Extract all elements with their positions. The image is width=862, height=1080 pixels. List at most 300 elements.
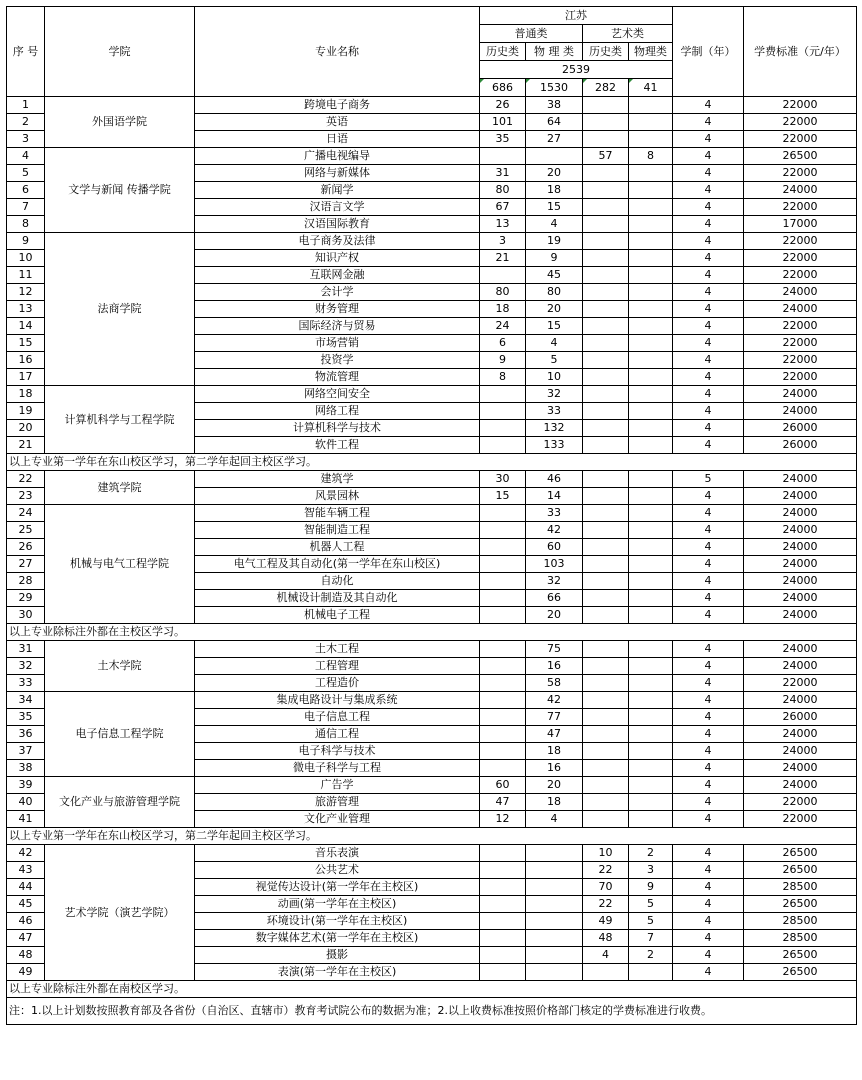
major-cell: 音乐表演 [195,845,480,862]
art-physics-count: 2 [629,845,673,862]
table-row [7,505,857,522]
seq-cell: 21 [7,437,45,454]
college-cell: 计算机科学与工程学院 [45,386,195,454]
seq-cell: 3 [7,131,45,148]
college-cell: 机械与电气工程学院 [45,505,195,624]
note-row [7,624,857,641]
seq-cell: 2 [7,114,45,131]
seq-cell: 42 [7,845,45,862]
history-count [480,845,526,862]
physics-count [526,896,583,913]
physics-count: 27 [526,131,583,148]
art-history-count [583,182,629,199]
header-art: 艺术类 [583,25,673,43]
seq-cell: 24 [7,505,45,522]
history-count [480,505,526,522]
physics-count: 5 [526,352,583,369]
art-physics-count [629,165,673,182]
art-physics-count [629,488,673,505]
header-fee: 学费标准（元/年） [744,7,857,97]
major-cell: 风景园林 [195,488,480,505]
art-physics-count: 5 [629,896,673,913]
history-count: 9 [480,352,526,369]
college-cell: 土木学院 [45,641,195,692]
duration-cell: 4 [673,386,744,403]
physics-count: 19 [526,233,583,250]
history-count [480,930,526,947]
major-cell: 机械设计制造及其自动化 [195,590,480,607]
college-cell: 文化产业与旅游管理学院 [45,777,195,828]
history-count [480,692,526,709]
fee-cell: 26500 [744,947,857,964]
duration-cell: 4 [673,709,744,726]
art-history-count [583,794,629,811]
seq-cell: 22 [7,471,45,488]
physics-count: 47 [526,726,583,743]
duration-cell: 4 [673,913,744,930]
major-cell: 智能车辆工程 [195,505,480,522]
history-count [480,148,526,165]
major-cell: 广播电视编导 [195,148,480,165]
physics-count [526,862,583,879]
group-note: 以上专业第一学年在东山校区学习，第二学年起回主校区学习。 [7,828,857,845]
fee-cell: 22000 [744,114,857,131]
physics-count [526,148,583,165]
art-history-count [583,556,629,573]
seq-cell: 33 [7,675,45,692]
major-cell: 电气工程及其自动化(第一学年在东山校区) [195,556,480,573]
physics-count: 133 [526,437,583,454]
art-physics-count: 8 [629,148,673,165]
major-cell: 投资学 [195,352,480,369]
physics-count [526,879,583,896]
physics-count: 75 [526,641,583,658]
seq-cell: 1 [7,97,45,114]
major-cell: 网络与新媒体 [195,165,480,182]
art-history-count [583,335,629,352]
art-history-count [583,573,629,590]
duration-cell: 4 [673,964,744,981]
physics-count: 15 [526,199,583,216]
history-count: 80 [480,182,526,199]
art-history-count [583,131,629,148]
group-note: 以上专业除标注外都在南校区学习。 [7,981,857,998]
fee-cell: 26500 [744,964,857,981]
major-cell: 集成电路设计与集成系统 [195,692,480,709]
art-history-count [583,437,629,454]
art-history-count [583,267,629,284]
art-history-count [583,760,629,777]
art-history-count [583,811,629,828]
art-history-count [583,641,629,658]
header-seq: 序 号 [7,7,45,97]
art-physics-count [629,522,673,539]
physics-count: 14 [526,488,583,505]
fee-cell: 24000 [744,386,857,403]
history-count [480,964,526,981]
major-cell: 微电子科学与工程 [195,760,480,777]
seq-cell: 18 [7,386,45,403]
total-art-physics: 41 [629,79,673,97]
duration-cell: 4 [673,420,744,437]
duration-cell: 4 [673,590,744,607]
art-history-count [583,369,629,386]
seq-cell: 8 [7,216,45,233]
major-cell: 通信工程 [195,726,480,743]
history-count: 80 [480,284,526,301]
history-count [480,386,526,403]
fee-cell: 24000 [744,692,857,709]
physics-count: 32 [526,386,583,403]
duration-cell: 4 [673,811,744,828]
art-physics-count: 3 [629,862,673,879]
fee-cell: 22000 [744,199,857,216]
table-row [7,777,857,794]
major-cell: 国际经济与贸易 [195,318,480,335]
art-history-count [583,505,629,522]
major-cell: 数字媒体艺术(第一学年在主校区) [195,930,480,947]
duration-cell: 4 [673,437,744,454]
duration-cell: 4 [673,369,744,386]
header-physics: 物 理 类 [526,43,583,61]
art-physics-count [629,199,673,216]
major-cell: 跨境电子商务 [195,97,480,114]
history-count [480,743,526,760]
major-cell: 英语 [195,114,480,131]
history-count [480,947,526,964]
fee-cell: 22000 [744,335,857,352]
physics-count: 38 [526,97,583,114]
history-count [480,420,526,437]
art-physics-count [629,641,673,658]
seq-cell: 37 [7,743,45,760]
total-art-history: 282 [583,79,629,97]
physics-count [526,845,583,862]
history-count [480,879,526,896]
art-history-count: 4 [583,947,629,964]
duration-cell: 4 [673,641,744,658]
duration-cell: 4 [673,522,744,539]
seq-cell: 19 [7,403,45,420]
duration-cell: 4 [673,301,744,318]
major-cell: 日语 [195,131,480,148]
seq-cell: 31 [7,641,45,658]
art-history-count [583,352,629,369]
duration-cell: 4 [673,488,744,505]
fee-cell: 24000 [744,284,857,301]
art-physics-count [629,539,673,556]
history-count: 60 [480,777,526,794]
fee-cell: 26000 [744,437,857,454]
duration-cell: 4 [673,658,744,675]
fee-cell: 22000 [744,794,857,811]
history-count: 101 [480,114,526,131]
seq-cell: 26 [7,539,45,556]
physics-count: 20 [526,607,583,624]
art-history-count [583,97,629,114]
physics-count: 77 [526,709,583,726]
seq-cell: 16 [7,352,45,369]
duration-cell: 4 [673,743,744,760]
seq-cell: 44 [7,879,45,896]
duration-cell: 4 [673,947,744,964]
art-history-count [583,199,629,216]
history-count [480,573,526,590]
duration-cell: 4 [673,97,744,114]
major-cell: 机械电子工程 [195,607,480,624]
art-physics-count [629,692,673,709]
major-cell: 财务管理 [195,301,480,318]
physics-count: 132 [526,420,583,437]
physics-count [526,964,583,981]
fee-cell: 24000 [744,760,857,777]
duration-cell: 4 [673,216,744,233]
seq-cell: 47 [7,930,45,947]
duration-cell: 4 [673,182,744,199]
art-history-count [583,386,629,403]
history-count [480,556,526,573]
seq-cell: 40 [7,794,45,811]
art-physics-count [629,114,673,131]
art-history-count [583,233,629,250]
physics-count: 66 [526,590,583,607]
major-cell: 市场营销 [195,335,480,352]
history-count [480,590,526,607]
art-history-count [583,250,629,267]
history-count [480,896,526,913]
total-history: 686 [480,79,526,97]
college-cell: 文学与新闻 传播学院 [45,148,195,233]
major-cell: 汉语国际教育 [195,216,480,233]
header-art-history: 历史类 [583,43,629,61]
college-cell: 电子信息工程学院 [45,692,195,777]
history-count: 12 [480,811,526,828]
seq-cell: 48 [7,947,45,964]
fee-cell: 26500 [744,896,857,913]
fee-cell: 22000 [744,250,857,267]
group-note: 以上专业除标注外都在主校区学习。 [7,624,857,641]
art-history-count [583,284,629,301]
duration-cell: 4 [673,726,744,743]
art-physics-count: 5 [629,913,673,930]
note-row [7,828,857,845]
physics-count: 18 [526,182,583,199]
physics-count: 103 [526,556,583,573]
art-history-count [583,692,629,709]
college-cell: 外国语学院 [45,97,195,148]
physics-count: 10 [526,369,583,386]
seq-cell: 43 [7,862,45,879]
art-physics-count [629,182,673,199]
art-physics-count [629,267,673,284]
major-cell: 智能制造工程 [195,522,480,539]
physics-count: 46 [526,471,583,488]
art-history-count [583,301,629,318]
duration-cell: 5 [673,471,744,488]
art-history-count [583,964,629,981]
physics-count: 15 [526,318,583,335]
enrollment-plan-table [6,6,857,1025]
major-cell: 建筑学 [195,471,480,488]
art-history-count [583,539,629,556]
table-row [7,845,857,862]
duration-cell: 4 [673,556,744,573]
physics-count: 42 [526,692,583,709]
history-count [480,641,526,658]
art-physics-count [629,658,673,675]
seq-cell: 28 [7,573,45,590]
fee-cell: 22000 [744,233,857,250]
major-cell: 环境设计(第一学年在主校区) [195,913,480,930]
art-history-count [583,590,629,607]
major-cell: 视觉传达设计(第一学年在主校区) [195,879,480,896]
duration-cell: 4 [673,131,744,148]
history-count [480,862,526,879]
history-count: 31 [480,165,526,182]
art-physics-count [629,420,673,437]
fee-cell: 28500 [744,930,857,947]
history-count: 6 [480,335,526,352]
major-cell: 知识产权 [195,250,480,267]
art-physics-count [629,97,673,114]
college-cell: 艺术学院（演艺学院） [45,845,195,981]
table-row [7,233,857,250]
history-count [480,913,526,930]
seq-cell: 34 [7,692,45,709]
art-history-count [583,471,629,488]
physics-count [526,947,583,964]
seq-cell: 5 [7,165,45,182]
major-cell: 工程造价 [195,675,480,692]
major-cell: 自动化 [195,573,480,590]
duration-cell: 4 [673,539,744,556]
fee-cell: 24000 [744,556,857,573]
art-history-count [583,420,629,437]
art-history-count: 22 [583,862,629,879]
major-cell: 物流管理 [195,369,480,386]
art-history-count: 48 [583,930,629,947]
art-history-count [583,488,629,505]
physics-count: 80 [526,284,583,301]
duration-cell: 4 [673,879,744,896]
art-physics-count [629,386,673,403]
art-history-count [583,165,629,182]
art-physics-count: 2 [629,947,673,964]
duration-cell: 4 [673,692,744,709]
art-physics-count [629,284,673,301]
fee-cell: 24000 [744,539,857,556]
art-physics-count [629,216,673,233]
footnote: 注：1.以上计划数按照教育部及各省份（自治区、直辖市）教育考试院公布的数据为准；2.以上收费标准按照价格部门核定的学费标准进行收费。 [7,998,857,1025]
fee-cell: 24000 [744,743,857,760]
fee-cell: 24000 [744,573,857,590]
fee-cell: 26500 [744,862,857,879]
art-physics-count [629,743,673,760]
fee-cell: 22000 [744,131,857,148]
art-physics-count [629,250,673,267]
history-count [480,267,526,284]
seq-cell: 17 [7,369,45,386]
seq-cell: 30 [7,607,45,624]
seq-cell: 35 [7,709,45,726]
art-history-count [583,216,629,233]
fee-cell: 26500 [744,845,857,862]
major-cell: 表演(第一学年在主校区) [195,964,480,981]
physics-count: 33 [526,505,583,522]
fee-cell: 24000 [744,590,857,607]
seq-cell: 9 [7,233,45,250]
fee-cell: 24000 [744,777,857,794]
history-count [480,403,526,420]
physics-count: 45 [526,267,583,284]
fee-cell: 22000 [744,811,857,828]
duration-cell: 4 [673,335,744,352]
art-physics-count [629,318,673,335]
art-physics-count [629,675,673,692]
table-row [7,692,857,709]
major-cell: 电子商务及法律 [195,233,480,250]
fee-cell: 24000 [744,607,857,624]
art-physics-count [629,777,673,794]
history-count [480,539,526,556]
header-art-physics: 物理类 [629,43,673,61]
art-physics-count [629,335,673,352]
college-cell: 法商学院 [45,233,195,386]
seq-cell: 27 [7,556,45,573]
art-history-count [583,675,629,692]
fee-cell: 22000 [744,267,857,284]
major-cell: 电子信息工程 [195,709,480,726]
major-cell: 机器人工程 [195,539,480,556]
major-cell: 网络工程 [195,403,480,420]
seq-cell: 49 [7,964,45,981]
fee-cell: 24000 [744,505,857,522]
history-count [480,522,526,539]
major-cell: 旅游管理 [195,794,480,811]
duration-cell: 4 [673,352,744,369]
art-history-count [583,114,629,131]
fee-cell: 28500 [744,913,857,930]
duration-cell: 4 [673,114,744,131]
table-row [7,471,857,488]
art-physics-count [629,352,673,369]
duration-cell: 4 [673,760,744,777]
major-cell: 摄影 [195,947,480,964]
major-cell: 土木工程 [195,641,480,658]
art-physics-count [629,131,673,148]
group-note: 以上专业第一学年在东山校区学习，第二学年起回主校区学习。 [7,454,857,471]
art-physics-count [629,369,673,386]
major-cell: 广告学 [195,777,480,794]
college-cell: 建筑学院 [45,471,195,505]
seq-cell: 25 [7,522,45,539]
physics-count: 58 [526,675,583,692]
duration-cell: 4 [673,607,744,624]
history-count [480,607,526,624]
history-count: 15 [480,488,526,505]
art-physics-count [629,233,673,250]
major-cell: 互联网金融 [195,267,480,284]
physics-count [526,913,583,930]
history-count: 67 [480,199,526,216]
header-major: 专业名称 [195,7,480,97]
table-body [7,7,857,1025]
art-physics-count [629,964,673,981]
duration-cell: 4 [673,777,744,794]
major-cell: 电子科学与技术 [195,743,480,760]
duration-cell: 4 [673,250,744,267]
art-physics-count: 7 [629,930,673,947]
